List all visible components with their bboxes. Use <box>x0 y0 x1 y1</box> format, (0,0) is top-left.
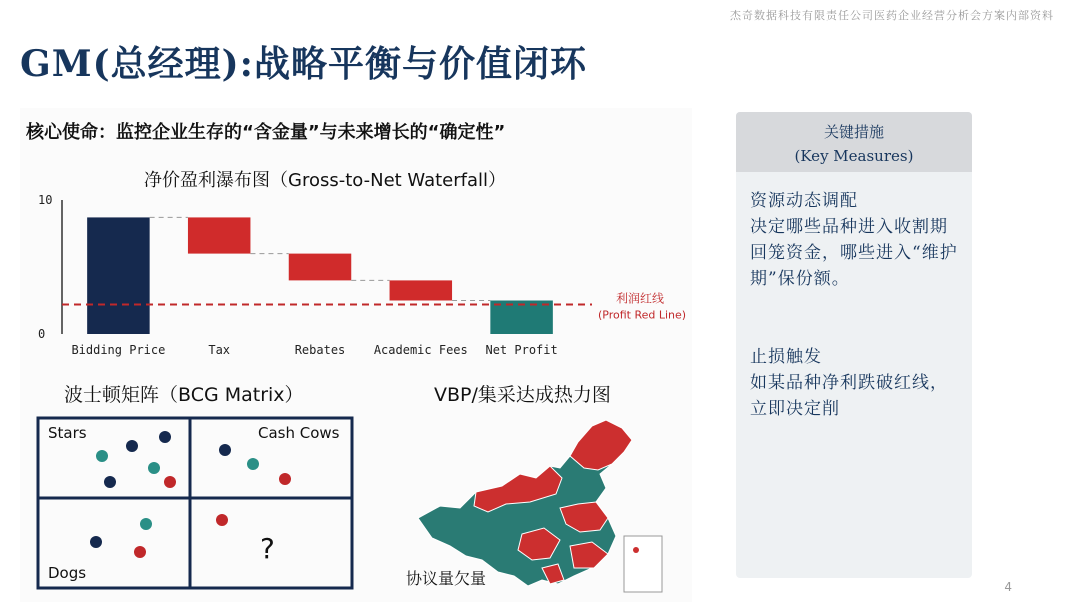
measure-1-text: 决定哪些品种进入收割期回笼资金，哪些进入“维护期”保份额。 <box>750 217 958 289</box>
bcg-dot <box>148 462 160 474</box>
red-line-label-en: (Profit Red Line) <box>598 308 687 322</box>
bcg-matrix <box>20 416 360 596</box>
bcg-dot <box>140 518 152 530</box>
quadrant-cash-cows: Cash Cows <box>258 424 340 442</box>
key-measures-panel <box>736 112 972 578</box>
quadrant-question: ? <box>260 532 275 565</box>
x-tick-label: Rebates <box>294 343 346 357</box>
measure-1-title: 资源动态调配 <box>750 191 858 211</box>
bcg-dot <box>90 536 102 548</box>
slide-title: GM(总经理):战略平衡与价值闭环 <box>20 43 587 85</box>
bcg-dot <box>216 514 228 526</box>
map-legend-label: 协议量欠量 <box>406 569 487 588</box>
vbp-title: VBP/集采达成热力图 <box>434 384 611 406</box>
x-tick-label: Academic Fees <box>373 343 468 357</box>
key-measures-title-cn: 关键措施 <box>823 123 884 141</box>
waterfall-bar <box>289 254 351 281</box>
waterfall-bar <box>390 280 452 300</box>
south-sea-inset <box>624 536 662 592</box>
company-watermark: 杰奇数据科技有限责任公司医药企业经营分析会方案内部资料 <box>730 9 1054 22</box>
key-measures-body <box>736 172 972 422</box>
waterfall-chart <box>20 192 692 357</box>
bcg-dot <box>96 450 108 462</box>
bcg-dot <box>126 440 138 452</box>
bcg-dot <box>164 476 176 488</box>
bcg-dot <box>279 473 291 485</box>
red-line-label-cn: 利润红线 <box>616 291 665 306</box>
measure-2-text: 如某品种净利跌破红线，立即决定削 <box>750 373 948 419</box>
y-tick-label: 10 <box>38 193 53 207</box>
core-mission: 核心使命：监控企业生存的“含金量”与未来增长的“确定性” <box>26 122 506 143</box>
bcg-dot <box>247 458 259 470</box>
bcg-dot <box>159 431 171 443</box>
inset-dot <box>633 547 639 553</box>
quadrant-dogs: Dogs <box>48 564 87 582</box>
waterfall-bar <box>87 217 149 334</box>
left-panel <box>20 108 692 602</box>
bcg-title: 波士顿矩阵（BCG Matrix） <box>64 384 304 406</box>
x-tick-label: Net Profit <box>485 343 558 357</box>
waterfall-bar <box>490 301 552 335</box>
bcg-dot <box>219 444 231 456</box>
key-measures-title-en: (Key Measures) <box>794 147 914 165</box>
waterfall-bar <box>188 217 250 253</box>
page-number: 4 <box>1004 580 1012 594</box>
x-tick-label: Tax <box>208 343 231 357</box>
bcg-dot <box>134 546 146 558</box>
x-tick-label: Bidding Price <box>71 343 166 357</box>
quadrant-stars: Stars <box>48 424 87 442</box>
y-tick-label: 0 <box>38 327 46 341</box>
waterfall-title: 净价盈利瀑布图（Gross-to-Net Waterfall） <box>144 170 507 191</box>
heat-region <box>570 420 632 470</box>
key-measures-header <box>736 112 972 172</box>
bcg-dot <box>104 476 116 488</box>
bcg-frame <box>38 418 352 588</box>
measure-2-title: 止损触发 <box>750 347 822 367</box>
